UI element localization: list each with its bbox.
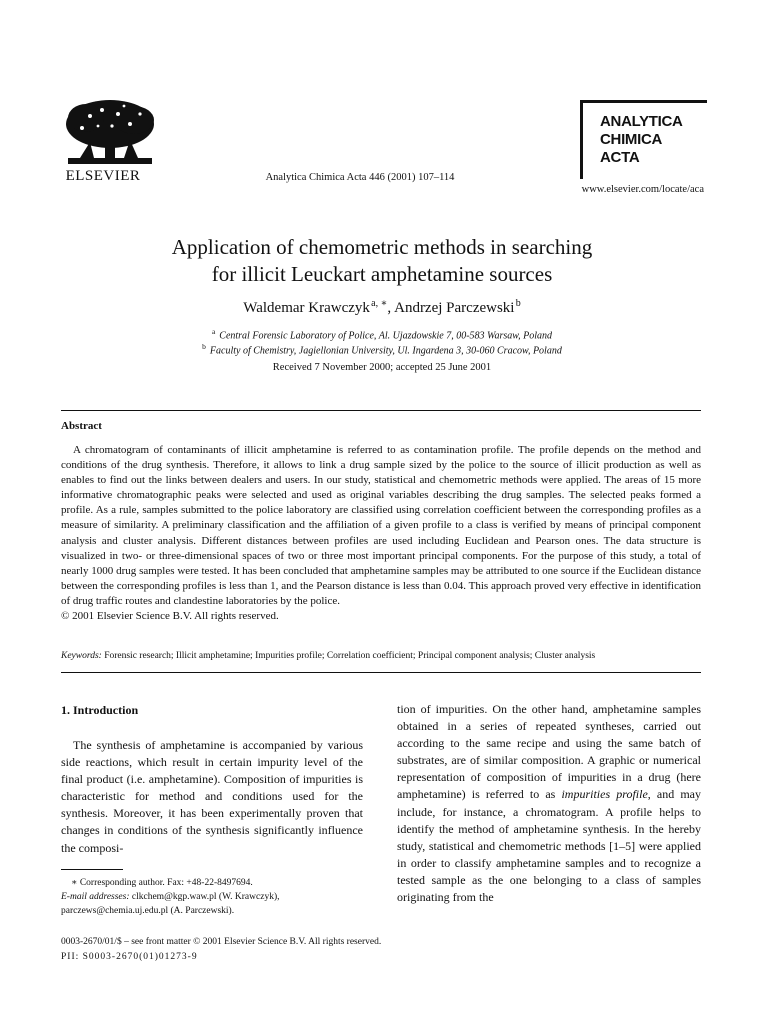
- author-marks: a, ∗: [371, 298, 388, 309]
- affiliation-a: $^a$ Central Forensic Laboratory of Police, Al. Ujazdowskie 7, 00-583 Warsaw, Poland: [211, 327, 553, 342]
- publisher-name: ELSEVIER: [65, 168, 141, 184]
- keywords: Keywords: Forensic research; Illicit amphetamine; Impurities profile; Correlation coefficient; Principal component analysis; Cluster analysis: [61, 651, 596, 661]
- footnote-divider: [61, 869, 123, 870]
- divider-top: [61, 410, 701, 411]
- author-name: Waldemar Krawczyk: [243, 300, 370, 316]
- elsevier-tree-logo: [60, 96, 160, 168]
- pii-line: PII: S0003-2670(01)01273-9: [61, 951, 198, 962]
- section-heading: 1. Introduction: [61, 703, 139, 717]
- copyright: © 2001 Elsevier Science B.V. All rights reserved.: [61, 610, 279, 623]
- right-column-paragraph: tion of impurities. On the other hand, amphetamine samples obtained in a series of repeated syntheses, carried out according to the same recipe and using the same batch of substrates, are of similar composition. A graphic or numerical representation of composition of impurities in a drug (here amphetamine) is referred to as impurities profile, and may include, for instance, a chromatogram. A profile helps to identify the method of amphetamine synthesis. In the hereby study, statistical and chemometric methods [1–5] were applied in order to classify amphetamine samples and to recognize a tested sample as the one belonging to a class of samples originating from the: [397, 702, 701, 905]
- journal-reference: Analytica Chimica Acta 446 (2001) 107–114: [265, 172, 455, 183]
- issn-line: 0003-2670/01/$ – see front matter © 2001 Elsevier Science B.V. All rights reserved.: [61, 937, 382, 947]
- journal-url[interactable]: www.elsevier.com/locate/aca: [581, 184, 704, 195]
- front-matter-info: [61, 935, 381, 964]
- journal-logo: ANALYTICA CHIMICA ACTA: [600, 113, 683, 166]
- footnote: ∗ Corresponding author. Fax: +48-22-8497694. E-mail addresses: clkchem@kgp.waw.pl (W. Krawczyk), parczews@chemia.uj.edu.pl (A. Parczewski).: [61, 878, 280, 916]
- affiliation-b: $^b$ Faculty of Chemistry, Jagiellonian University, Ul. Ingardena 3, 30-060 Cracow, Poland: [202, 342, 562, 357]
- article-title: Application of chemometric methods in searching for illicit Leuckart amphetamine sources: [171, 235, 593, 286]
- abstract-text: A chromatogram of contaminants of illicit amphetamine is referred to as contamination profile. The profile depends on the method and conditions of the drug synthesis. Therefore, it allows to link a drug sample sized by the police to the source of illicit production as well as enables to find out the links between dealers and users. In our study, statistical and chemometric methods were applied. The areas of 15 more informative chromatographic peaks were selected and used as original variables describing the drug samples. The selected peaks formed a profile. As a rule, samples submitted to the police laboratory are classified using correlation coefficient between the corresponding profiles as a measure of similarity. A preliminary classification and the affiliation of a given profile to a class is verified by means of principal component analysis and cluster analysis. Different distances between profiles are used including Euclidean and Pearson ones. The data structure is visualized in two- or three-dimensional spaces of two or three most important principal components. For the purpose of this study, a total of nearly 1000 drug samples were tested. It has been concluded that amphetamine samples may be attributed to one source if the Euclidean distance between the corresponding profiles is less than 1, and the Pearson distance is less than 0.04. This approach proved very effective in identification of drug traffic routes and clandestine laboratories by the police. © 2001 Elsevier Science B.V. All rights reserved.: [61, 444, 701, 623]
- abstract-heading: Abstract: [61, 420, 102, 432]
- divider-bottom: [61, 672, 701, 673]
- author-name: Andrzej Parczewski: [394, 300, 515, 316]
- received-dates: Received 7 November 2000; accepted 25 June 2001: [272, 362, 492, 373]
- author-marks: b: [515, 298, 521, 309]
- left-column-paragraph: The synthesis of amphetamine is accompanied by various side reactions, which result in certain impurity level of the final product (i.e. amphetamine). Composition of impurities is characteristic for method and conditions used for the synthesis. Moreover, it has been experimentally proven that changes in conditions of the synthesis significantly influence the composi-: [61, 738, 363, 855]
- author-list: Waldemar Krawczyk $^{a, ∗}$, Andrzej Parczewski $^b$: [243, 298, 521, 316]
